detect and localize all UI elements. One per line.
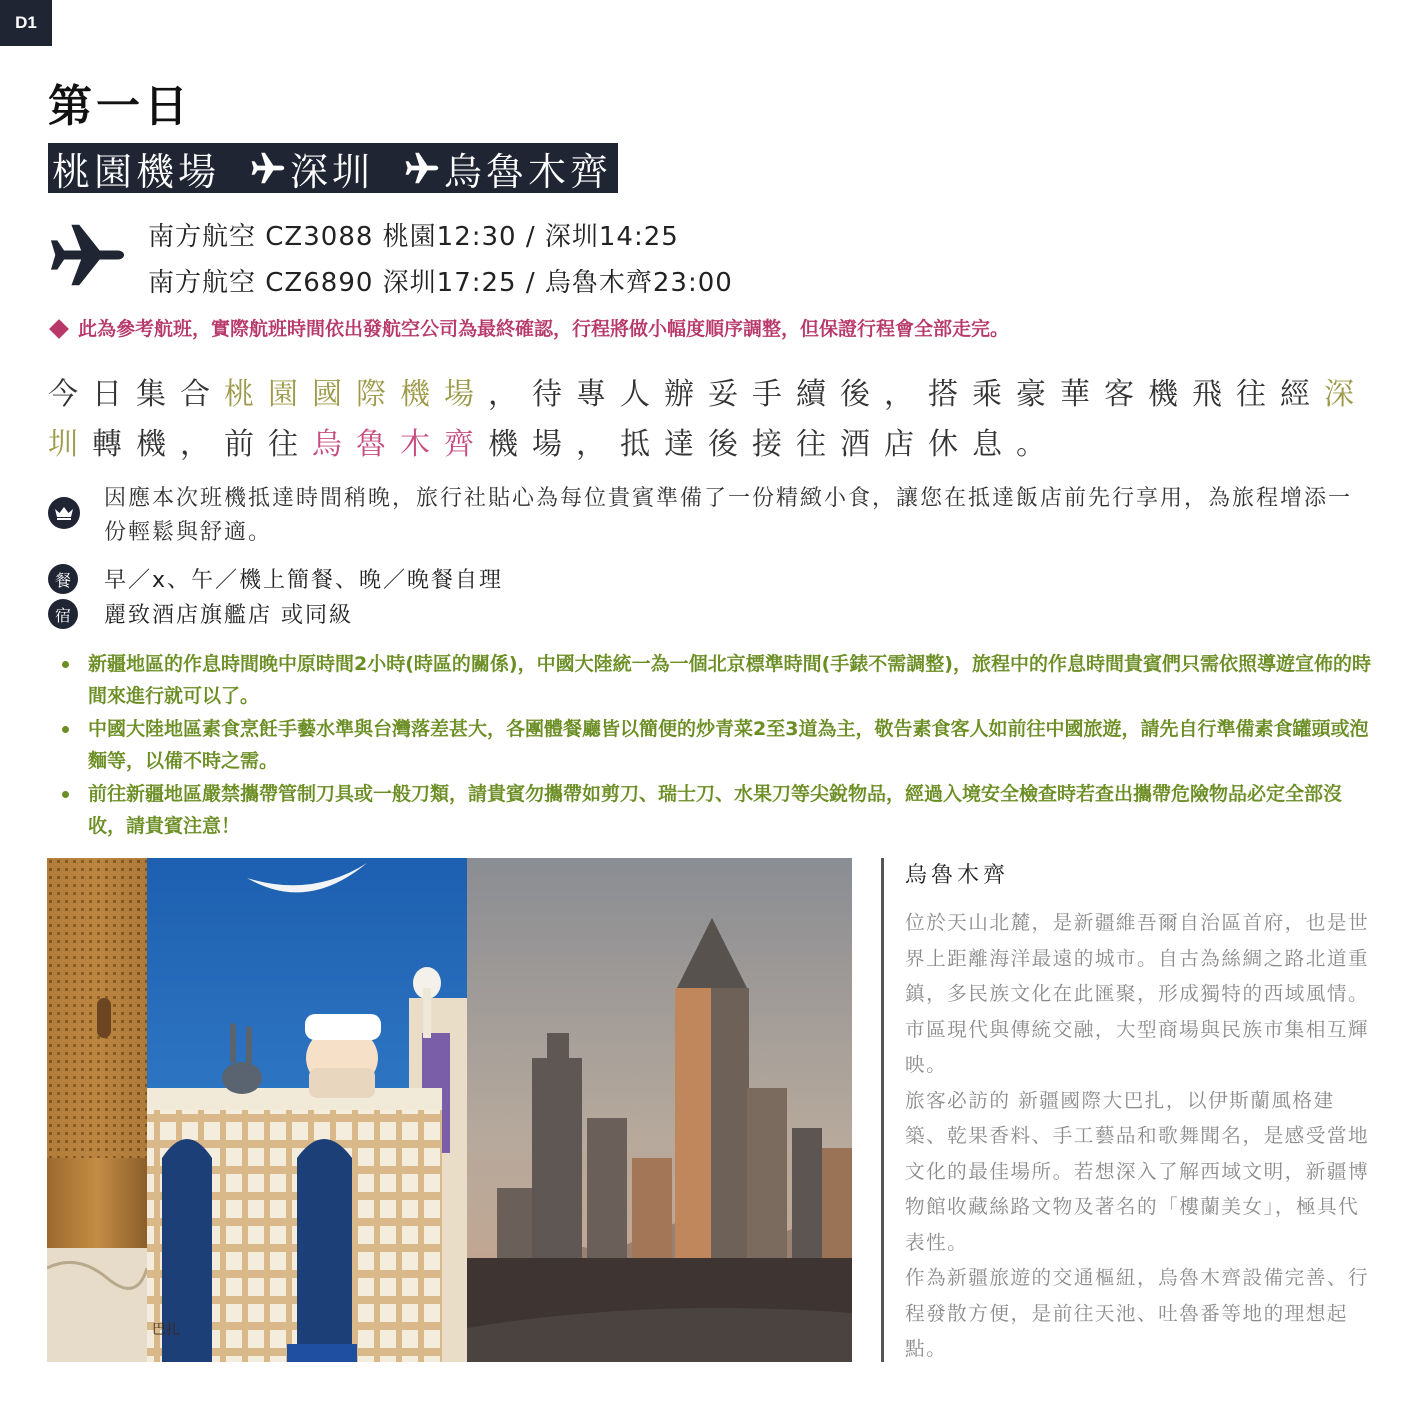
photo-sign-text: 巴扎: [152, 1322, 180, 1338]
urumqi-photo: [47, 858, 852, 1362]
airplane-icon: [250, 150, 286, 186]
sidebar-paragraph: 位於天山北麓，是新疆維吾爾自治區首府，也是世界上距離海洋最遠的城市。自古為絲綢之路北道重鎮，多民族文化在此匯聚，形成獨特的西域風情。市區現代與傳統交融，大型商場與民族市集相互輝映。: [905, 911, 1370, 1076]
intro-text: 機場，抵達後接往酒店休息。: [488, 427, 1060, 462]
snack-perk: 因應本次班機抵達時間稍晚，旅行社貼心為每位貴賓準備了一份精緻小食，讓您在抵達飯店前先行享用，為旅程增添一份輕鬆與舒適。: [104, 486, 1353, 545]
crown-icon: [48, 497, 80, 529]
day-badge: D1: [0, 0, 52, 46]
intro-text: ，待專人辦妥手續後，搭乘豪華客機飛往經: [488, 377, 1324, 412]
meal-icon: 餐: [48, 564, 78, 594]
note-item: 新疆地區的作息時間晚中原時間2小時(時區的關係)，中國大陸統一為一個北京標準時間(手錶不需調整)，旅程中的作息時間貴賓們只需依照導遊宣佈的時間來進行就可以了。: [62, 648, 1372, 712]
note-item: 中國大陸地區素食烹飪手藝水準與台灣落差甚大，各團體餐廳皆以簡便的炒青菜2至3道為主，敬告素食客人如前往中國旅遊，請先自行準備素食罐頭或泡麵等，以備不時之需。: [62, 713, 1372, 777]
meal-info: 早／x、午／機上簡餐、晚／晚餐自理: [104, 568, 504, 593]
page-title: 第一日: [48, 81, 192, 132]
intro-transfer-city: 深圳: [48, 377, 1368, 462]
airplane-icon: [404, 150, 440, 186]
note-item: 前往新疆地區嚴禁攜帶管制刀具或一般刀類，請貴賓勿攜帶如剪刀、瑞士刀、水果刀等尖銳物品，經過入境安全檢查時若查出攜帶危險物品必定全部沒收，請貴賓注意！: [62, 778, 1372, 842]
intro-destination: 烏魯木齊: [312, 427, 488, 462]
travel-notes: [62, 648, 1372, 843]
route-stop: 深圳: [290, 149, 375, 194]
route-bar: [48, 143, 618, 193]
route-destination: 烏魯木齊: [444, 149, 613, 194]
intro-text: 轉機，前往: [92, 427, 312, 462]
flight-notice: [50, 314, 1009, 341]
hotel-icon: 宿: [48, 599, 78, 629]
sidebar-paragraph: 旅客必訪的 新疆國際大巴扎，以伊斯蘭風格建築、乾果香料、手工藝品和歌舞聞名，是感受當地文化的最佳場所。若想深入了解西域文明，新疆博物館收藏絲路文物及著名的「樓蘭美女」，極具代表性。: [905, 1088, 1370, 1254]
sidebar-description: [905, 905, 1370, 1367]
route-origin: 桃園機場: [52, 149, 221, 194]
sidebar-title: 烏魯木齊: [905, 863, 1010, 888]
sidebar-paragraph: 作為新疆旅遊的交通樞紐，烏魯木齊設備完善、行程發散方便，是前往天池、吐魯番等地的理想起點。: [905, 1266, 1370, 1360]
intro-text: 今日集合: [48, 377, 224, 412]
hotel-info: 麗致酒店旗艦店 或同級: [104, 603, 353, 628]
flight-line: 南方航空 CZ6890 深圳17:25 / 烏魯木齊23:00: [148, 268, 733, 298]
sidebar-rule: [881, 858, 884, 1362]
flight-notice-text: 此為參考航班，實際航班時間依出發航空公司為最終確認，行程將做小幅度順序調整，但保證行程會全部走完。: [78, 318, 1010, 340]
intro-airport: 桃園國際機場: [224, 377, 488, 412]
diamond-icon: [49, 319, 69, 339]
day-intro: [48, 370, 1368, 470]
airplane-icon: [48, 222, 126, 288]
flight-line: 南方航空 CZ3088 桃園12:30 / 深圳14:25: [148, 222, 679, 252]
